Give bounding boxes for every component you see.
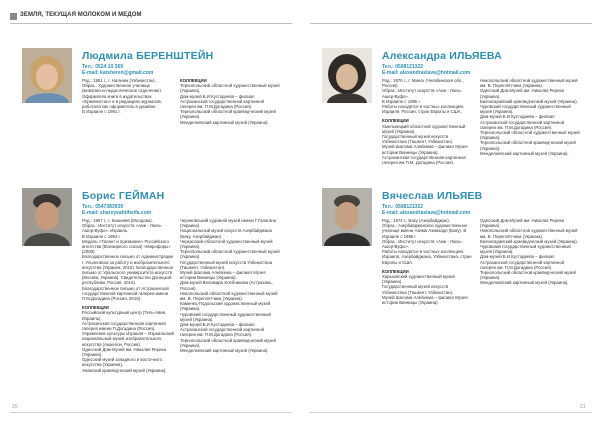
bio-line: В Израиле с 1994 г. [82,233,121,239]
artist-bio [82,218,174,373]
collection-item: Бахчисарайский краеведческий музей (Украина). [480,98,578,104]
bio-line: Род.: 1967 г., г. Кишинёв (Молдова). [82,218,153,223]
collection-item: Тернопольский областной краеведческий музей (Украина). [180,109,276,120]
collection-item: Тернопольский областной краеведческий музей (Украина). [480,270,576,281]
header-title: ЗЕМЛЯ, ТЕКУЩАЯ МОЛОКОМ И МЕДОМ [20,12,142,18]
bio-line: Образ.: Институт искусств «Анж - Люль-Ашер-Вуфо». Израиль. [82,223,163,234]
bio-line: Образ.: Институт искусств «Анж - Люль-Ашер-Вуфо». [382,88,463,99]
collection-item: Чуровский государственный художественный музей (Украина). [480,104,571,115]
artist-bio [382,218,474,305]
header-rule-right [310,23,592,24]
artist-collections [180,218,280,353]
collection-item: Музей Шалома Алейхема – филиал Музея истории Винницы (Украина). [382,144,468,155]
collection-item: Одесский Дом-Музей им. Николая Рериха (Украина). [82,346,166,358]
collection-item: Государственный музей искусств Узбекистана (Ташкент, Узбекистан). [382,134,454,145]
artist-phone: Тел.: 0547383939 [82,204,124,210]
collection-item: Бахчисарайский краеведческий музей (Украина). [480,238,578,244]
collections-heading: КОЛЛЕКЦИИ [382,268,409,274]
collection-item: Национальный музей искусств Азербайджана (Баку, Азербайджан). [180,228,272,239]
collections-heading: КОЛЛЕКЦИИ [82,305,109,311]
page-header [0,0,600,36]
collection-item: Хмельницкий областной художественный музей (Украина). [382,123,466,134]
collection-item: Уманский краеведческий музей (Украина). [82,367,167,373]
collection-item: Тернопольский областной краеведческий музей (Украина). [180,337,276,348]
artist-phone: Тел.: 0508121322 [382,64,424,70]
collection-item: Музей Шалома Алейхема – филиал Музея истории Винницы (Украина). [382,294,468,306]
footer-rule-left [10,412,292,413]
collection-item: Менделеевский картинный музей (Украина). [180,119,269,125]
artist-name: Александра ИЛЬЯЕВА [382,50,502,62]
collection-item: Дом-музей Б.И.Кустодиева – филиал Астраханской государственной картинной галереи им. П.М.Догадина (Россия). [480,254,565,270]
collection-item: Дом-музей Б.И.Кустодиева – филиал Астраханской государственной картинной галереи им. П.М.Догадина (Россия). [480,114,565,130]
artist-email[interactable]: E-mail: katsheren@gmail.com [82,70,154,76]
collection-item: Никопольский областной художественный музей им. В. Переплётчика (Украина). [480,78,578,89]
bio-line: Род.: 1974 г., Баку (Азербайджан). [382,218,450,223]
artist-email[interactable]: E-mail: alexandraslava@hotmail.com [382,210,471,216]
collection-item: Тернопольский областной краеведческий музей (Украина). [480,140,576,151]
collection-item: Одесский Дом-Музей им. Николая Рериха (Украина). [480,88,564,99]
collection-item: Менделеевский картинный музей (Украина). [480,150,569,156]
bio-line: Род.: 1976 г., г. Минск (Челябинская обл., Россия). [382,78,464,89]
collection-item: Дом-музей Велимира Хлебникова (Астрахань, Россия). [180,280,273,291]
collection-item: Чернигівський художній музей имени Г.Галагана (Украина). [180,218,276,229]
collections-heading: КОЛЛЕКЦИИ [180,78,207,83]
artist-bio [382,78,474,165]
header-rule-left [10,23,292,24]
page-number-right: 21 [580,404,586,410]
bio-line: Работы находятся в частных коллекциях Израиля, Азербайджана, Узбекистана, стран Европы и США. [382,249,472,265]
collection-item: Тернопольский областной художественный музей (Украина). [480,130,580,141]
collection-item: Астраханская государственная картинная галерея имени П.Догадина (Россия). [82,320,166,332]
collection-item: Менделеевский картинный музей (Украина). [180,348,269,354]
artist-email[interactable]: E-mail: alexandraslava@hotmail.com [382,70,471,76]
artist-collections [180,78,280,125]
artist-photo [22,48,72,103]
artist-collections [480,218,580,286]
collection-item: Чуровский государственный художественный музей (Украина). [180,311,271,322]
artist-bio [82,78,174,114]
bio-line: В Израиле с 1991 г. [82,109,121,115]
bio-line: Образ.: Азербайджанское художественное училище имени Азима Азимзаде (Баку). В Израиле с 1995 г. [382,223,468,239]
artist-photo [322,48,372,103]
bio-line: Медаль «Талант и призвание» Российского агентства (Всемирного союза) «Мирофоры» (2009). [82,238,171,255]
bio-line: Работы находятся в частных коллекциях Израиля, России, стран Европы и США. [382,104,464,115]
collection-item: Государственный музей искусств Узбекистана (Ташкент, Узбекистан). [382,284,454,295]
collection-item: Дом-музей Б.И.Кустодиева – филиал Астраханской государственной картинной галереи им. П.М.Догадина (Россия). [180,93,265,110]
collection-item: Государственный музей искусств Узбекистана (Ташкент, Узбекистан). [180,259,273,270]
collection-item: Каменец-Подольский художественный музей (Украина). [180,301,271,312]
bio-line: В Израиле с 1995 г. [382,98,421,104]
bio-line: Благодарственное письмо от Администрации г. Ульяновска за работу и изобразительного искусства (Украина, 2016). Благодарственное письмо от Уральского университета искусств (Москва, Украина). Свидетельство Донецкой республики, Россия, 2016). Благодарственное письмо от Астраханской государственной картинной галереи имени П.М.Догадина (Россия, 2019). [82,254,174,302]
collections-heading: КОЛЛЕКЦИИ [382,118,409,124]
header-square-icon [10,13,17,20]
artist-photo [322,188,372,246]
collection-item: Российский культурный центр (Тель-Авив, Израиль). [82,310,167,321]
artist-name: Вячеслав ИЛЬЯЕВ [382,190,483,202]
collection-item: Тернопольский областной художественный музей (Украина). [180,249,280,260]
collection-item: Тернопольский областной художественный музей (Украина). [180,83,280,94]
artist-name: Людмила БЕРЕНШТЕЙН [82,50,214,62]
collection-item: Чуровский государственный художественный музей (Украина). [480,244,571,255]
collection-item: Одесский Дом-Музей им. Николая Рериха (Украина). [480,218,564,229]
collection-item: Одесский музей западного и восточного искусства (Украина). [82,357,163,368]
collection-item: Астраханская государственная картинная галерея им П.М. Догадина (Россия). [382,154,466,166]
collection-item: Никопольский областной художественный музей им. В. Переплётчика (Украина). [180,290,278,302]
collection-item: Харьковский художественный музей (Украина). [382,274,455,285]
bio-line: Род.: 1951 г., г. Нальчик (Узбекистан). [82,78,156,83]
collection-item: Музей Шалома Алейхема – филиал Музея истории Винницы (Украина). [180,270,266,281]
collection-item: Менделеевский картинный музей (Украина). [480,280,569,286]
collection-item: Управление культуры Израиля – Израильский национальный музей изобразительного искусства (Ашкелон, Россия). [82,331,174,347]
artist-phone: Тел.: 0508121322 [382,204,424,210]
collection-item: Дом-музей Б.И.Кустодиева – филиал Астраханской государственной картинной галереи им. П.М.Догадина (Россия). [180,322,265,338]
bio-line: Образ.: Институт искусств «Анж - Люль-Ашер-Вуфо». [382,238,463,250]
collection-item: Никопольский областной художественный музей им. В. Переплётчика (Украина). [480,228,578,239]
page-number-left: 20 [12,404,18,410]
artist-collections [480,78,580,156]
artist-photo [22,188,72,246]
artist-name: Борис ГЕЙМАН [82,190,165,202]
artist-email[interactable]: E-mail: shareyeahtiheifa.com [82,210,152,216]
collection-item: Черкасский областной художественный музей (Украина). [180,238,273,250]
footer-rule-right [310,412,592,413]
bio-line: Образ.: Художественное училище (живописно-педагогическое отделение). Оформляла книги в издательствах «Ерменистан» и в редакциях журналов, работала как оформитель в дизайне. [82,83,162,110]
artist-phone: Тел.: 0524 10 369 [82,64,124,70]
